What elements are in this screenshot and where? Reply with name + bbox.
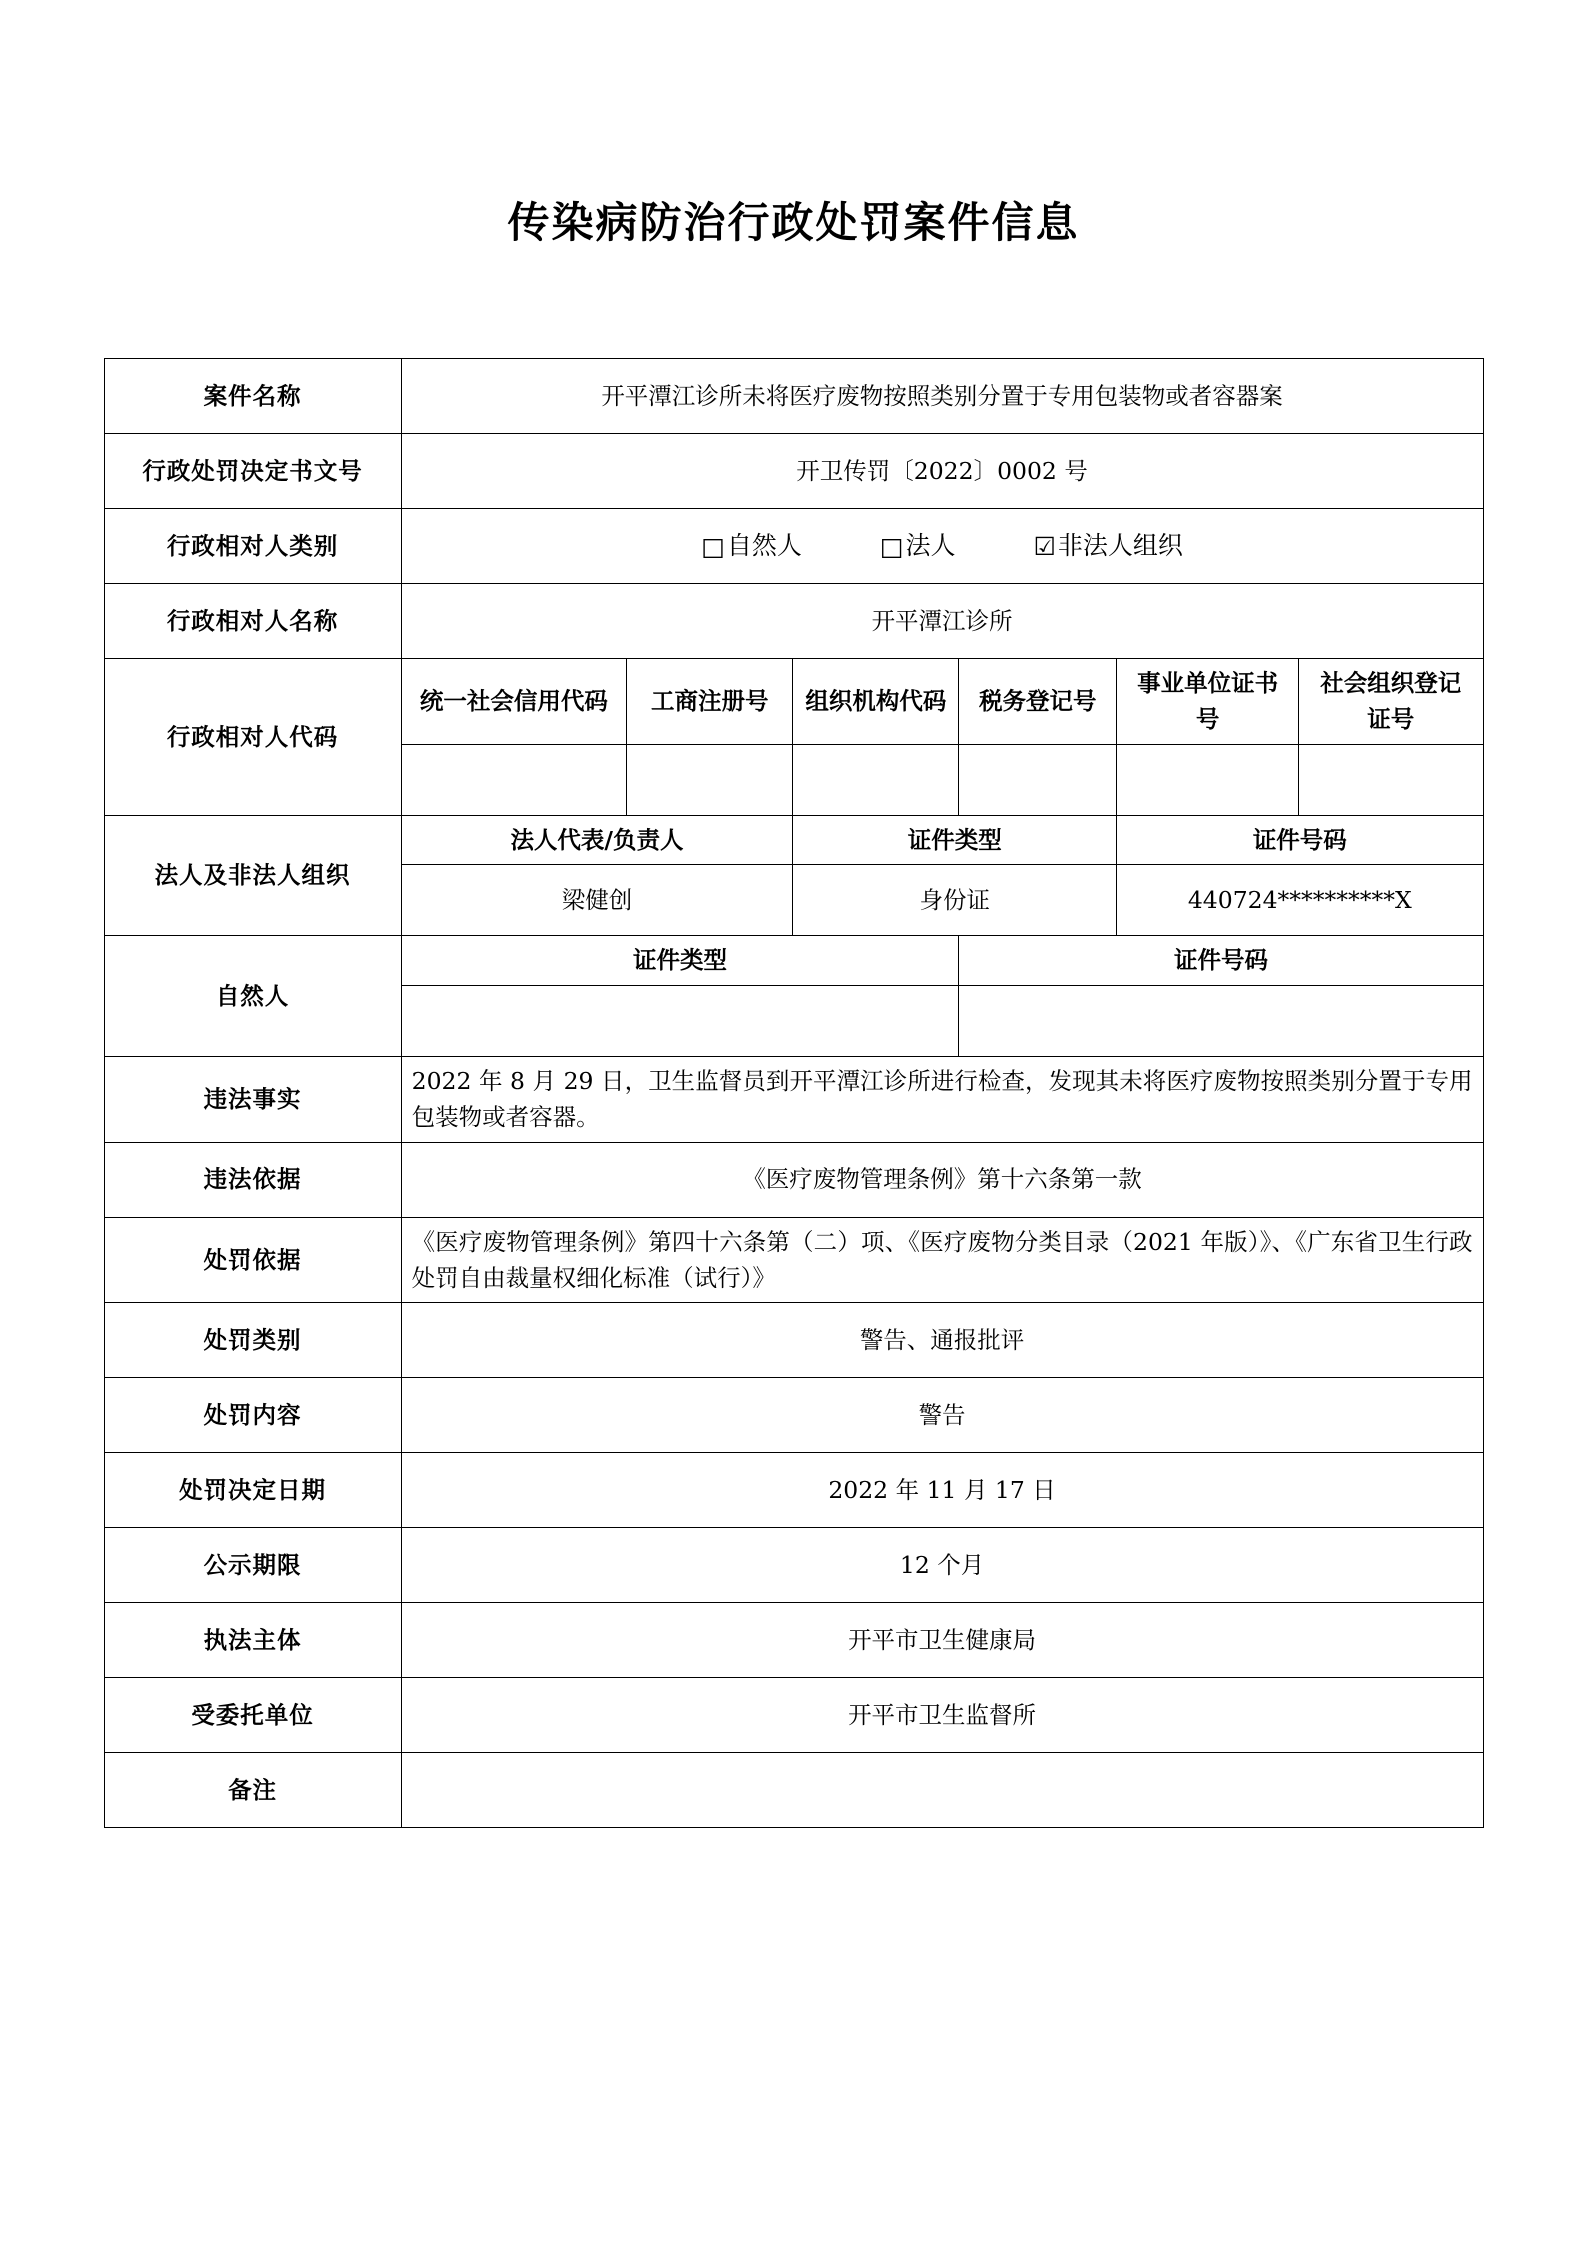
table-row <box>104 509 1483 584</box>
party-code-header-business-reg: 工商注册号 <box>627 659 793 745</box>
checkbox-natural-person[interactable] <box>701 527 802 566</box>
party-code-header-tax-reg: 税务登记号 <box>959 659 1117 745</box>
page-title: 传染病防治行政处罚案件信息 <box>507 198 1080 247</box>
table-row <box>104 1678 1483 1753</box>
row-label-remarks: 备注 <box>104 1753 401 1828</box>
row-value-penalty-date: 2022 年 11 月 17 日 <box>401 1453 1483 1528</box>
row-label-decision-doc-no: 行政处罚决定书文号 <box>104 434 401 509</box>
row-label-party-type: 行政相对人类别 <box>104 509 401 584</box>
row-label-illegal-facts: 违法事实 <box>104 1056 401 1142</box>
natural-person-value-id-type <box>401 985 959 1056</box>
row-label-party-code: 行政相对人代码 <box>104 659 401 816</box>
party-code-header-social-org-cert: 社会组织登记证号 <box>1299 659 1483 745</box>
checkbox-label: 非法人组织 <box>1057 530 1183 560</box>
table-row <box>104 434 1483 509</box>
row-value-penalty-type: 警告、通报批评 <box>401 1303 1483 1378</box>
table-row <box>104 1528 1483 1603</box>
row-label-penalty-content: 处罚内容 <box>104 1378 401 1453</box>
party-code-header-org-code: 组织机构代码 <box>793 659 959 745</box>
row-value-enforcement-body: 开平市卫生健康局 <box>401 1603 1483 1678</box>
party-code-value-social-org-cert <box>1299 744 1483 815</box>
legal-org-header-id-type: 证件类型 <box>793 815 1117 864</box>
row-label-legal-org: 法人及非法人组织 <box>104 815 401 935</box>
checkbox-checked-icon: ☑ <box>1033 531 1056 561</box>
party-code-value-business-reg <box>627 744 793 815</box>
row-value-party-type <box>401 509 1483 584</box>
table-row <box>104 659 1483 745</box>
row-value-remarks <box>401 1753 1483 1828</box>
checkbox-legal-person[interactable] <box>880 527 956 566</box>
natural-person-header-id-type: 证件类型 <box>401 936 959 985</box>
table-row <box>104 584 1483 659</box>
row-value-entrusted-unit: 开平市卫生监督所 <box>401 1678 1483 1753</box>
party-code-value-institution-cert <box>1117 744 1299 815</box>
legal-org-value-id-type: 身份证 <box>793 865 1117 936</box>
table-row <box>104 1753 1483 1828</box>
row-value-case-name: 开平潭江诊所未将医疗废物按照类别分置于专用包装物或者容器案 <box>401 359 1483 434</box>
checkbox-label: 法人 <box>905 530 956 560</box>
table-row <box>104 815 1483 864</box>
natural-person-header-id-number: 证件号码 <box>959 936 1483 985</box>
table-row <box>104 359 1483 434</box>
legal-org-header-representative: 法人代表/负责人 <box>401 815 793 864</box>
table-row <box>104 1217 1483 1303</box>
party-code-value-tax-reg <box>959 744 1117 815</box>
penalty-info-table <box>104 358 1484 1828</box>
party-code-value-org-code <box>793 744 959 815</box>
row-value-penalty-content: 警告 <box>401 1378 1483 1453</box>
row-label-natural-person: 自然人 <box>104 936 401 1056</box>
table-row <box>104 1603 1483 1678</box>
checkbox-unchecked-icon: □ <box>879 531 904 561</box>
checkbox-unchecked-icon: □ <box>701 531 725 561</box>
row-label-publicity-period: 公示期限 <box>104 1528 401 1603</box>
row-label-penalty-basis: 处罚依据 <box>104 1217 401 1303</box>
row-label-enforcement-body: 执法主体 <box>104 1603 401 1678</box>
row-value-illegal-basis: 《医疗废物管理条例》第十六条第一款 <box>401 1142 1483 1217</box>
legal-org-header-id-number: 证件号码 <box>1117 815 1483 864</box>
party-code-header-institution-cert: 事业单位证书号 <box>1117 659 1299 745</box>
row-label-illegal-basis: 违法依据 <box>104 1142 401 1217</box>
legal-org-value-representative: 梁健创 <box>401 865 793 936</box>
table-row <box>104 1142 1483 1217</box>
row-label-party-name: 行政相对人名称 <box>104 584 401 659</box>
checkbox-label: 自然人 <box>726 530 802 560</box>
table-row <box>104 1453 1483 1528</box>
table-row <box>104 1303 1483 1378</box>
row-label-penalty-type: 处罚类别 <box>104 1303 401 1378</box>
table-row <box>104 1378 1483 1453</box>
row-value-penalty-basis: 《医疗废物管理条例》第四十六条第（二）项、《医疗废物分类目录（2021 年版）》、《广东省卫生行政处罚自由裁量权细化标准（试行）》 <box>401 1217 1483 1303</box>
row-value-illegal-facts: 2022 年 8 月 29 日，卫生监督员到开平潭江诊所进行检查，发现其未将医疗废物按照类别分置于专用包装物或者容器。 <box>401 1056 1483 1142</box>
table-row <box>104 936 1483 985</box>
party-type-checkbox-group <box>412 527 1473 566</box>
row-label-case-name: 案件名称 <box>104 359 401 434</box>
row-value-publicity-period: 12 个月 <box>401 1528 1483 1603</box>
row-label-entrusted-unit: 受委托单位 <box>104 1678 401 1753</box>
natural-person-value-id-number <box>959 985 1483 1056</box>
party-code-header-usci: 统一社会信用代码 <box>401 659 627 745</box>
legal-org-value-id-number: 440724**********X <box>1117 865 1483 936</box>
party-code-value-usci <box>401 744 627 815</box>
row-value-decision-doc-no: 开卫传罚〔2022〕0002 号 <box>401 434 1483 509</box>
row-value-party-name: 开平潭江诊所 <box>401 584 1483 659</box>
row-label-penalty-date: 处罚决定日期 <box>104 1453 401 1528</box>
checkbox-non-legal-organization[interactable] <box>1033 527 1182 566</box>
table-row <box>104 1056 1483 1142</box>
